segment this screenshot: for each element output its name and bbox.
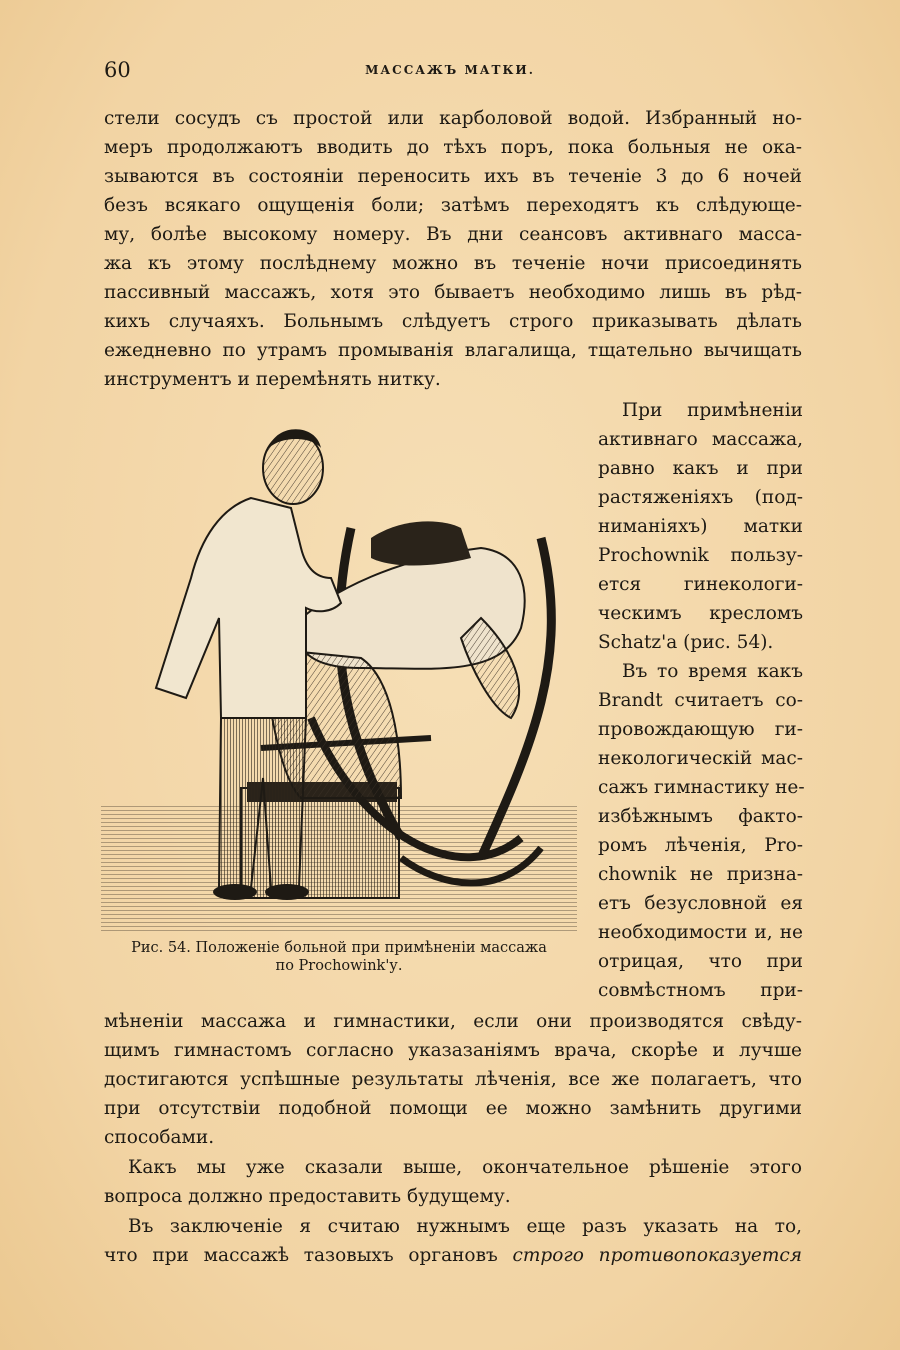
side-text-line: равно какъ и при — [598, 458, 803, 479]
side-text-line: ческимъ кресломъ — [598, 603, 803, 624]
page-number: 60 — [104, 58, 131, 82]
text-line: пассивный массажъ, хотя это бываетъ необходимо лишь въ рѣд- — [104, 282, 802, 303]
side-text-line: совмѣстномъ при- — [598, 980, 803, 1001]
side-text-line: активнаго массажа, — [598, 429, 803, 450]
side-text-line: избѣжнымъ факто- — [598, 806, 803, 827]
text-line: достигаются успѣшные результаты лѣченія, все же полагаетъ, что — [104, 1069, 802, 1090]
figure-caption — [101, 939, 577, 975]
text-line: Какъ мы уже сказали выше, окончательное рѣшеніе этого — [128, 1157, 802, 1178]
side-text-line: ется гинекологи- — [598, 574, 803, 595]
caption-line: по Prochowink'у. — [275, 958, 403, 974]
text-line: стели сосудъ съ простой или карболовой водой. Избранный но- — [104, 108, 802, 129]
text-line: жа къ этому послѣднему можно въ теченіе ночи присоединять — [104, 253, 802, 274]
text-line: способами. — [104, 1127, 215, 1148]
text-line: инструментъ и перемѣнять нитку. — [104, 369, 441, 390]
text-line: Въ заключеніе я считаю нужнымъ еще разъ указать на то, — [128, 1216, 802, 1237]
text-line: щимъ гимнастомъ согласно указазаніямъ врача, скорѣе и лучше — [104, 1040, 802, 1061]
side-text-line: При примѣненіи — [622, 400, 803, 421]
side-text-line: провождающую ги- — [598, 719, 803, 740]
text-line — [104, 1244, 802, 1268]
side-text-line: растяженіяхъ (под- — [598, 487, 803, 508]
text-line: вопроса должно предоставить будущему. — [104, 1186, 511, 1207]
side-text-line: Schatz'a (рис. 54). — [598, 632, 774, 653]
side-text-line: Brandt считаетъ со- — [598, 690, 803, 711]
side-text-line: етъ безусловной ея — [598, 893, 803, 914]
figure-54-illustration — [101, 418, 577, 932]
text-line: мѣненіи массажа и гимнастики, если они производятся свѣду- — [104, 1011, 802, 1032]
text-line: зываются въ состояніи переносить ихъ въ теченіе 3 до 6 ночей — [104, 166, 802, 187]
text-line: при отсутствіи подобной помощи ее можно замѣнить другими — [104, 1098, 802, 1119]
text-span: что при массажѣ тазовыхъ органовъ — [104, 1245, 498, 1266]
running-title: МАССАЖЪ МАТКИ. — [365, 63, 535, 77]
side-text-line: необходимости и, не — [598, 922, 803, 943]
text-line: кихъ случаяхъ. Больнымъ слѣдуетъ строго приказывать дѣлать — [104, 311, 802, 332]
text-line: безъ всякаго ощущенія боли; затѣмъ переходятъ къ слѣдующе- — [104, 195, 802, 216]
side-text-line: ромъ лѣченія, Pro- — [598, 835, 803, 856]
text-line: му, болѣе высокому номеру. Въ дни сеансовъ активнаго масса- — [104, 224, 802, 245]
side-text-line: отрицая, что при — [598, 951, 803, 972]
caption-line: Рис. 54. Положеніе больной при примѣненіи массажа — [131, 940, 547, 956]
side-text-line: сажъ гимнастику не- — [598, 777, 805, 798]
text-line: ежедневно по утрамъ промыванія влагалища, тщательно вычищать — [104, 340, 802, 361]
italic-emphasis: строго противопоказуется — [512, 1245, 802, 1266]
side-text-line: chownik не призна- — [598, 864, 803, 885]
side-text-line: некологическій мас- — [598, 748, 803, 769]
side-text-line: Prochownik пользу- — [598, 545, 803, 566]
side-text-line: Въ то время какъ — [622, 661, 803, 682]
text-line: меръ продолжаютъ вводить до тѣхъ поръ, пока больныя не ока- — [104, 137, 802, 158]
side-text-line: ниманіяхъ) матки — [598, 516, 803, 537]
